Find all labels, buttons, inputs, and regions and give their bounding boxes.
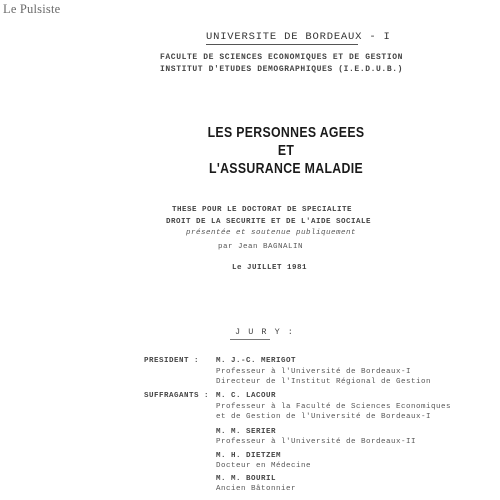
university-underline [206, 44, 358, 45]
faculty-name: FACULTE DE SCIENCES ECONOMIQUES ET DE GESTION [160, 53, 404, 62]
title-line-3: L'ASSURANCE MALADIE [208, 160, 364, 177]
assessors-label: SUFFRAGANTS : [144, 392, 210, 400]
jury-heading: J U R Y : [235, 327, 295, 337]
president-name: M. J.-C. MERIGOT [216, 357, 297, 365]
university-name: UNIVERSITE DE BORDEAUX - I [206, 31, 391, 43]
thesis-line-1: THESE POUR LE DOCTORAT DE SPECIALITE [172, 206, 353, 214]
president-role-1: Professeur à l'Université de Bordeaux-I [216, 368, 412, 376]
member-3-name: M. H. DIETZEM [216, 452, 282, 460]
watermark-logo: Le Pulsiste [3, 2, 61, 16]
president-label: PRESIDENT : [144, 357, 200, 365]
member-4-name: M. M. BOURIL [216, 475, 277, 483]
thesis-line-2: DROIT DE LA SECURITE ET DE L'AIDE SOCIALE [166, 218, 372, 226]
thesis-author: par Jean BAGNALIN [218, 243, 304, 251]
member-2-name: M. M. SERIER [216, 428, 277, 436]
title-line-2: ET [277, 142, 295, 159]
thesis-date: Le JUILLET 1981 [232, 264, 308, 272]
member-3-role-1: Docteur en Médecine [216, 462, 312, 470]
thesis-line-3: présentée et soutenue publiquement [186, 229, 357, 237]
member-4-role-1: Ancien Bâtonnier [216, 485, 297, 493]
institute-name: INSTITUT D'ETUDES DEMOGRAPHIQUES (I.E.D.U.B.) [160, 65, 404, 74]
member-1-role-2: et de Gestion de l'Université de Bordeaux-I [216, 413, 432, 421]
member-2-role-1: Professeur à l'Université de Bordeaux-II [216, 438, 417, 446]
member-1-role-1: Professeur à la Faculté de Sciences Economiques [216, 403, 452, 411]
member-1-name: M. C. LACOUR [216, 392, 277, 400]
title-line-1: LES PERSONNES AGEES [207, 124, 365, 141]
president-role-2: Directeur de l'Institut Régional de Gestion [216, 378, 432, 386]
document-page [108, 14, 500, 500]
jury-underline [230, 339, 270, 340]
